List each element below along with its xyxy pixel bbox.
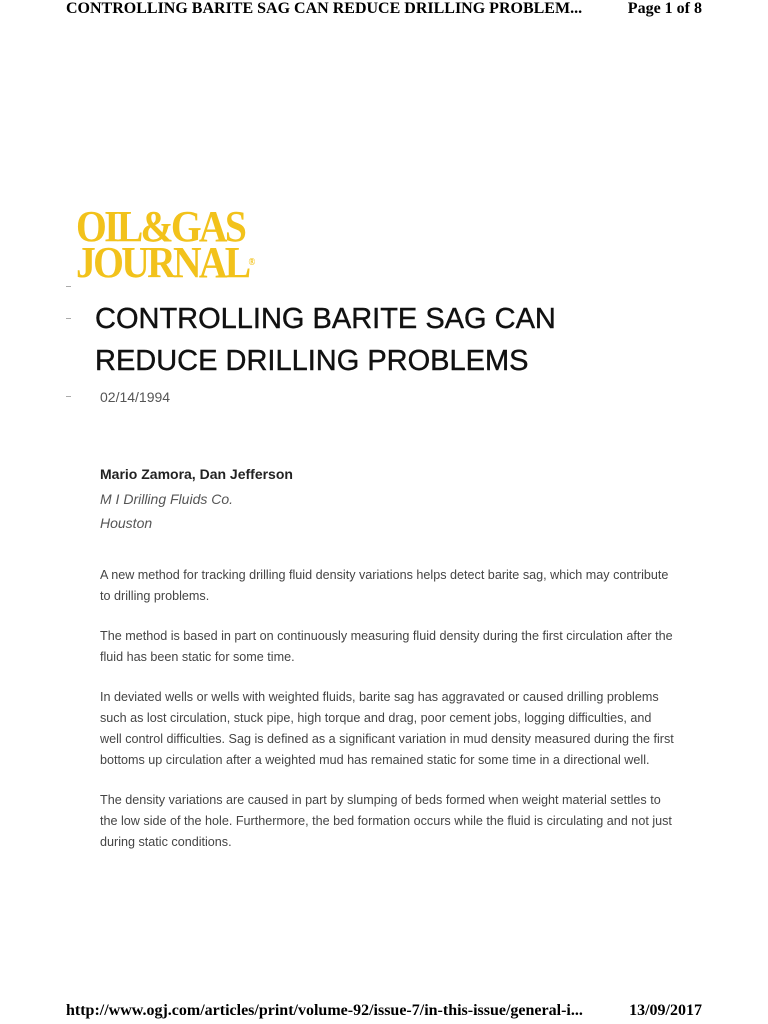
footer-date: 13/09/2017 [629,1002,702,1019]
print-footer [66,1002,702,1020]
header-title: CONTROLLING BARITE SAG CAN REDUCE DRILLING PROBLEM... [66,0,583,17]
footer-url: http://www.ogj.com/articles/print/volume-92/issue-7/in-this-issue/general-i... [66,1002,583,1019]
author-organization: M I Drilling Fluids Co. [100,491,234,507]
divider-mark [66,286,71,287]
article-paragraph: The density variations are caused in part by slumping of beds formed when weight material settles to the low side of the hole. Furthermore, the bed formation occurs while the fluid is circulating and not just during static conditions. [100,793,672,849]
author-city: Houston [100,515,153,531]
divider-mark [66,318,71,319]
logo-registered-mark: ® [248,257,256,268]
article-paragraph: In deviated wells or wells with weighted fluids, barite sag has aggravated or caused drilling problems such as lost circulation, stuck pipe, high torque and drag, poor cement jobs, logging difficulties, and well control difficulties. Sag is defined as a significant variation in mud density measured during the first bottoms up circulation after a weighted mud has remained static for some time in a directional well. [100,690,674,767]
print-header [66,0,702,26]
oil-gas-journal-logo [76,202,262,290]
article-body [100,565,674,872]
article-date: 02/14/1994 [100,389,171,405]
divider-mark [66,396,71,397]
logo-line-2 [76,238,256,287]
logo-line-1: OIL&GAS [76,202,245,251]
header-page-number: Page 1 of 8 [627,0,702,17]
article-authors: Mario Zamora, Dan Jefferson [100,466,293,482]
article-paragraph: A new method for tracking drilling fluid density variations helps detect barite sag, which may contribute to drilling problems. [100,568,669,603]
logo-line-2-text: JOURNAL [76,238,249,287]
article-title: CONTROLLING BARITE SAG CAN REDUCE DRILLING PROBLEMS [95,303,556,377]
article-paragraph: The method is based in part on continuously measuring fluid density during the first circulation after the fluid has been static for some time. [100,629,673,664]
